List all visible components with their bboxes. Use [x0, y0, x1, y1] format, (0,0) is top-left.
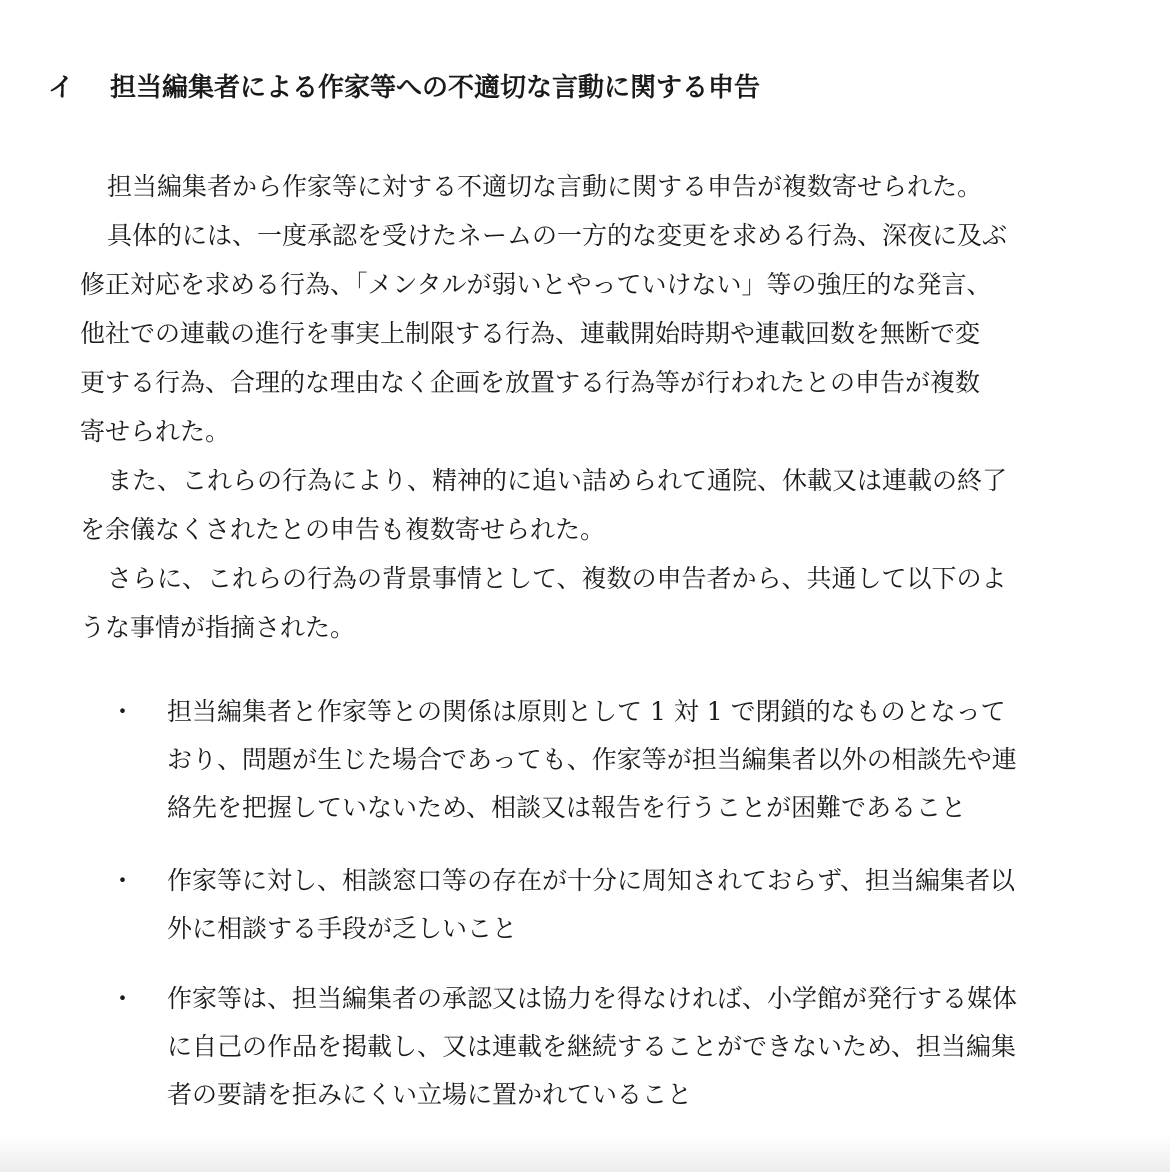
bullet-line: に自己の作品を掲載し、又は連載を継続することができないため、担当編集: [167, 1032, 1017, 1061]
paragraph-line: 他社での連載の進行を事実上制限する行為、連載開始時期や連載回数を無断で変: [80, 319, 981, 348]
page-bottom-shadow: [0, 1135, 1170, 1172]
bullet-item: [110, 688, 1100, 832]
bullet-item: [110, 857, 1100, 953]
paragraph-line: 担当編集者から作家等に対する不適切な言動に関する申告が複数寄せられた。: [107, 172, 983, 201]
section-title: 担当編集者による作家等への不適切な言動に関する申告: [110, 73, 761, 103]
paragraph-line: 修正対応を求める行為、「メンタルが弱いとやっていけない」等の強圧的な発言、: [80, 270, 992, 299]
paragraph-2: [80, 211, 1100, 456]
paragraph-line: を余儀なくされたとの申告も複数寄せられた。: [80, 515, 606, 544]
bullet-line: おり、問題が生じた場合であっても、作家等が担当編集者以外の相談先や連: [167, 745, 1017, 774]
paragraph-4: [80, 554, 1100, 652]
paragraph-1: [80, 162, 1100, 211]
paragraph-line: さらに、これらの行為の背景事情として、複数の申告者から、共通して以下のよ: [107, 564, 1007, 593]
paragraph-line: また、これらの行為により、精神的に追い詰められて通院、休載又は連載の終了: [107, 466, 1008, 495]
bullet-line: 作家等は、担当編集者の承認又は協力を得なければ、小学館が発行する媒体: [167, 984, 1018, 1013]
bullet-line: 絡先を把握していないため、相談又は報告を行うことが困難であること: [167, 793, 967, 822]
bullet-line: 作家等に対し、相談窓口等の存在が十分に周知されておらず、担当編集者以: [167, 866, 1016, 895]
bullet-item: [110, 975, 1100, 1119]
paragraph-3: [80, 456, 1100, 554]
bullet-text: [167, 857, 1100, 953]
paragraph-line: 具体的には、一度承認を受けたネームの一方的な変更を求める行為、深夜に及ぶ: [107, 221, 1008, 250]
section-heading: [48, 66, 760, 110]
paragraph-line: うな事情が指摘された。: [80, 613, 356, 642]
bullet-text: [167, 688, 1100, 832]
bullet-line: 担当編集者と作家等との関係は原則として 1 対 1 で閉鎖的なものとなって: [167, 697, 1006, 726]
section-marker: イ: [48, 73, 75, 103]
bullet-marker: ・: [110, 984, 136, 1013]
paragraph-line: 更する行為、合理的な理由なく企画を放置する行為等が行われたとの申告が複数: [80, 368, 981, 397]
bullet-marker: ・: [110, 697, 136, 726]
bullet-line: 外に相談する手段が乏しいこと: [167, 914, 518, 943]
body-text: [80, 162, 1100, 652]
paragraph-line: 寄せられた。: [80, 417, 231, 446]
bullet-text: [167, 975, 1100, 1119]
bullet-marker: ・: [110, 866, 136, 895]
bullet-line: 者の要請を拒みにくい立場に置かれていること: [167, 1080, 693, 1109]
